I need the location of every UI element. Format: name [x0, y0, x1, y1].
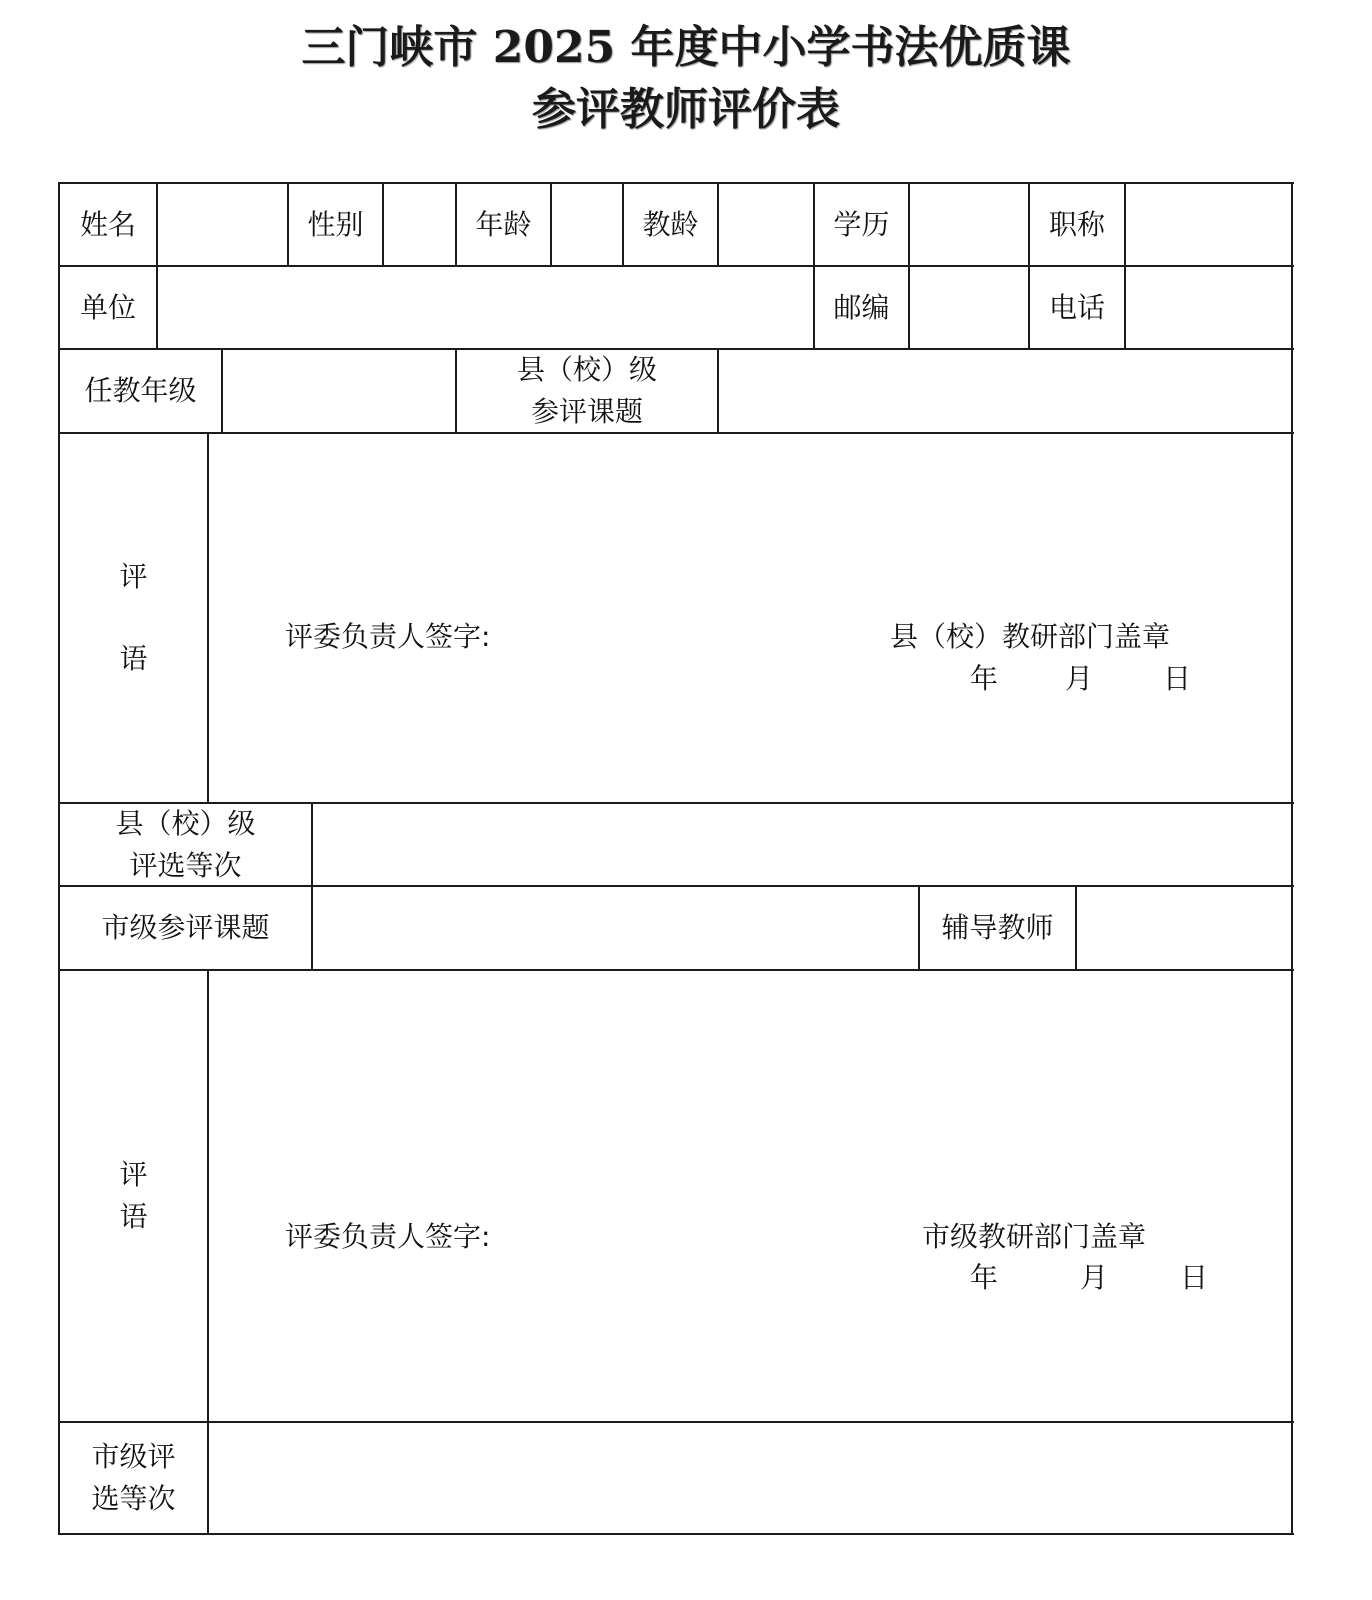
unit-field[interactable]: [158, 267, 813, 348]
city-topic-label: 市级参评课题: [101, 911, 270, 944]
city-stamp-label: 市级教研部门盖章: [922, 1220, 1147, 1253]
form-title-line-1: 三门峡市 2025 年度中小学书法优质课: [301, 22, 1071, 73]
job-title-label: 职称: [1048, 207, 1105, 241]
name-label: 姓名: [79, 207, 136, 241]
city-review-area[interactable]: [209, 971, 1291, 1421]
unit-label: 单位: [79, 290, 136, 324]
mentor-teacher-label: 辅导教师: [941, 911, 1054, 944]
county-date-day: 日: [1163, 662, 1192, 695]
county-rank-label-line-1: 县（校）级: [115, 806, 256, 840]
county-rank-label-line-2: 评选等次: [129, 848, 242, 882]
postcode-label: 邮编: [833, 290, 890, 324]
job-title-field[interactable]: [1126, 184, 1291, 265]
county-rank-field[interactable]: [313, 804, 1291, 885]
gender-field[interactable]: [384, 184, 455, 265]
table-border-right: [1291, 182, 1293, 1535]
county-review-label-char-2: 语: [119, 642, 148, 675]
grade-field[interactable]: [223, 350, 455, 432]
county-review-label-char-1: 评: [119, 560, 148, 593]
city-rank-label-line-2: 选等次: [91, 1482, 176, 1515]
form-title-line-2: 参评教师评价表: [532, 84, 840, 135]
county-topic-label-line-2: 参评课题: [530, 395, 643, 428]
county-topic-field[interactable]: [719, 350, 1291, 432]
city-judge-signature-label: 评委负责人签字:: [285, 1220, 491, 1253]
county-topic-label-line-1: 县（校）级: [516, 353, 657, 386]
city-rank-label: [60, 1423, 207, 1533]
age-field[interactable]: [552, 184, 622, 265]
gender-label: 性别: [307, 207, 364, 241]
county-date-month: 月: [1065, 662, 1094, 695]
city-topic-field[interactable]: [313, 887, 918, 969]
phone-field[interactable]: [1126, 267, 1291, 348]
city-rank-label-line-1: 市级评: [91, 1440, 176, 1473]
name-field[interactable]: [158, 184, 287, 265]
county-judge-signature-label: 评委负责人签字:: [285, 620, 491, 653]
education-field[interactable]: [910, 184, 1028, 265]
county-rank-label: [60, 804, 311, 885]
city-date-year: 年: [970, 1261, 999, 1294]
mentor-teacher-field[interactable]: [1077, 887, 1291, 969]
teaching-years-field[interactable]: [719, 184, 813, 265]
county-date-year: 年: [970, 662, 999, 695]
city-date-day: 日: [1180, 1261, 1209, 1294]
teaching-years-label: 教龄: [642, 207, 699, 241]
county-topic-label: [457, 350, 717, 432]
grade-label: 任教年级: [84, 374, 197, 407]
education-label: 学历: [833, 207, 890, 241]
phone-label: 电话: [1048, 290, 1105, 324]
age-label: 年龄: [475, 207, 532, 241]
postcode-field[interactable]: [910, 267, 1028, 348]
city-date-month: 月: [1080, 1261, 1109, 1294]
city-review-label: [60, 971, 207, 1421]
city-review-label-char-2: 语: [119, 1200, 148, 1233]
table-border-bottom: [58, 1533, 1294, 1535]
county-stamp-label: 县（校）教研部门盖章: [890, 620, 1171, 653]
city-review-label-char-1: 评: [119, 1158, 148, 1191]
county-review-label: [60, 434, 207, 802]
city-rank-field[interactable]: [209, 1423, 1291, 1533]
